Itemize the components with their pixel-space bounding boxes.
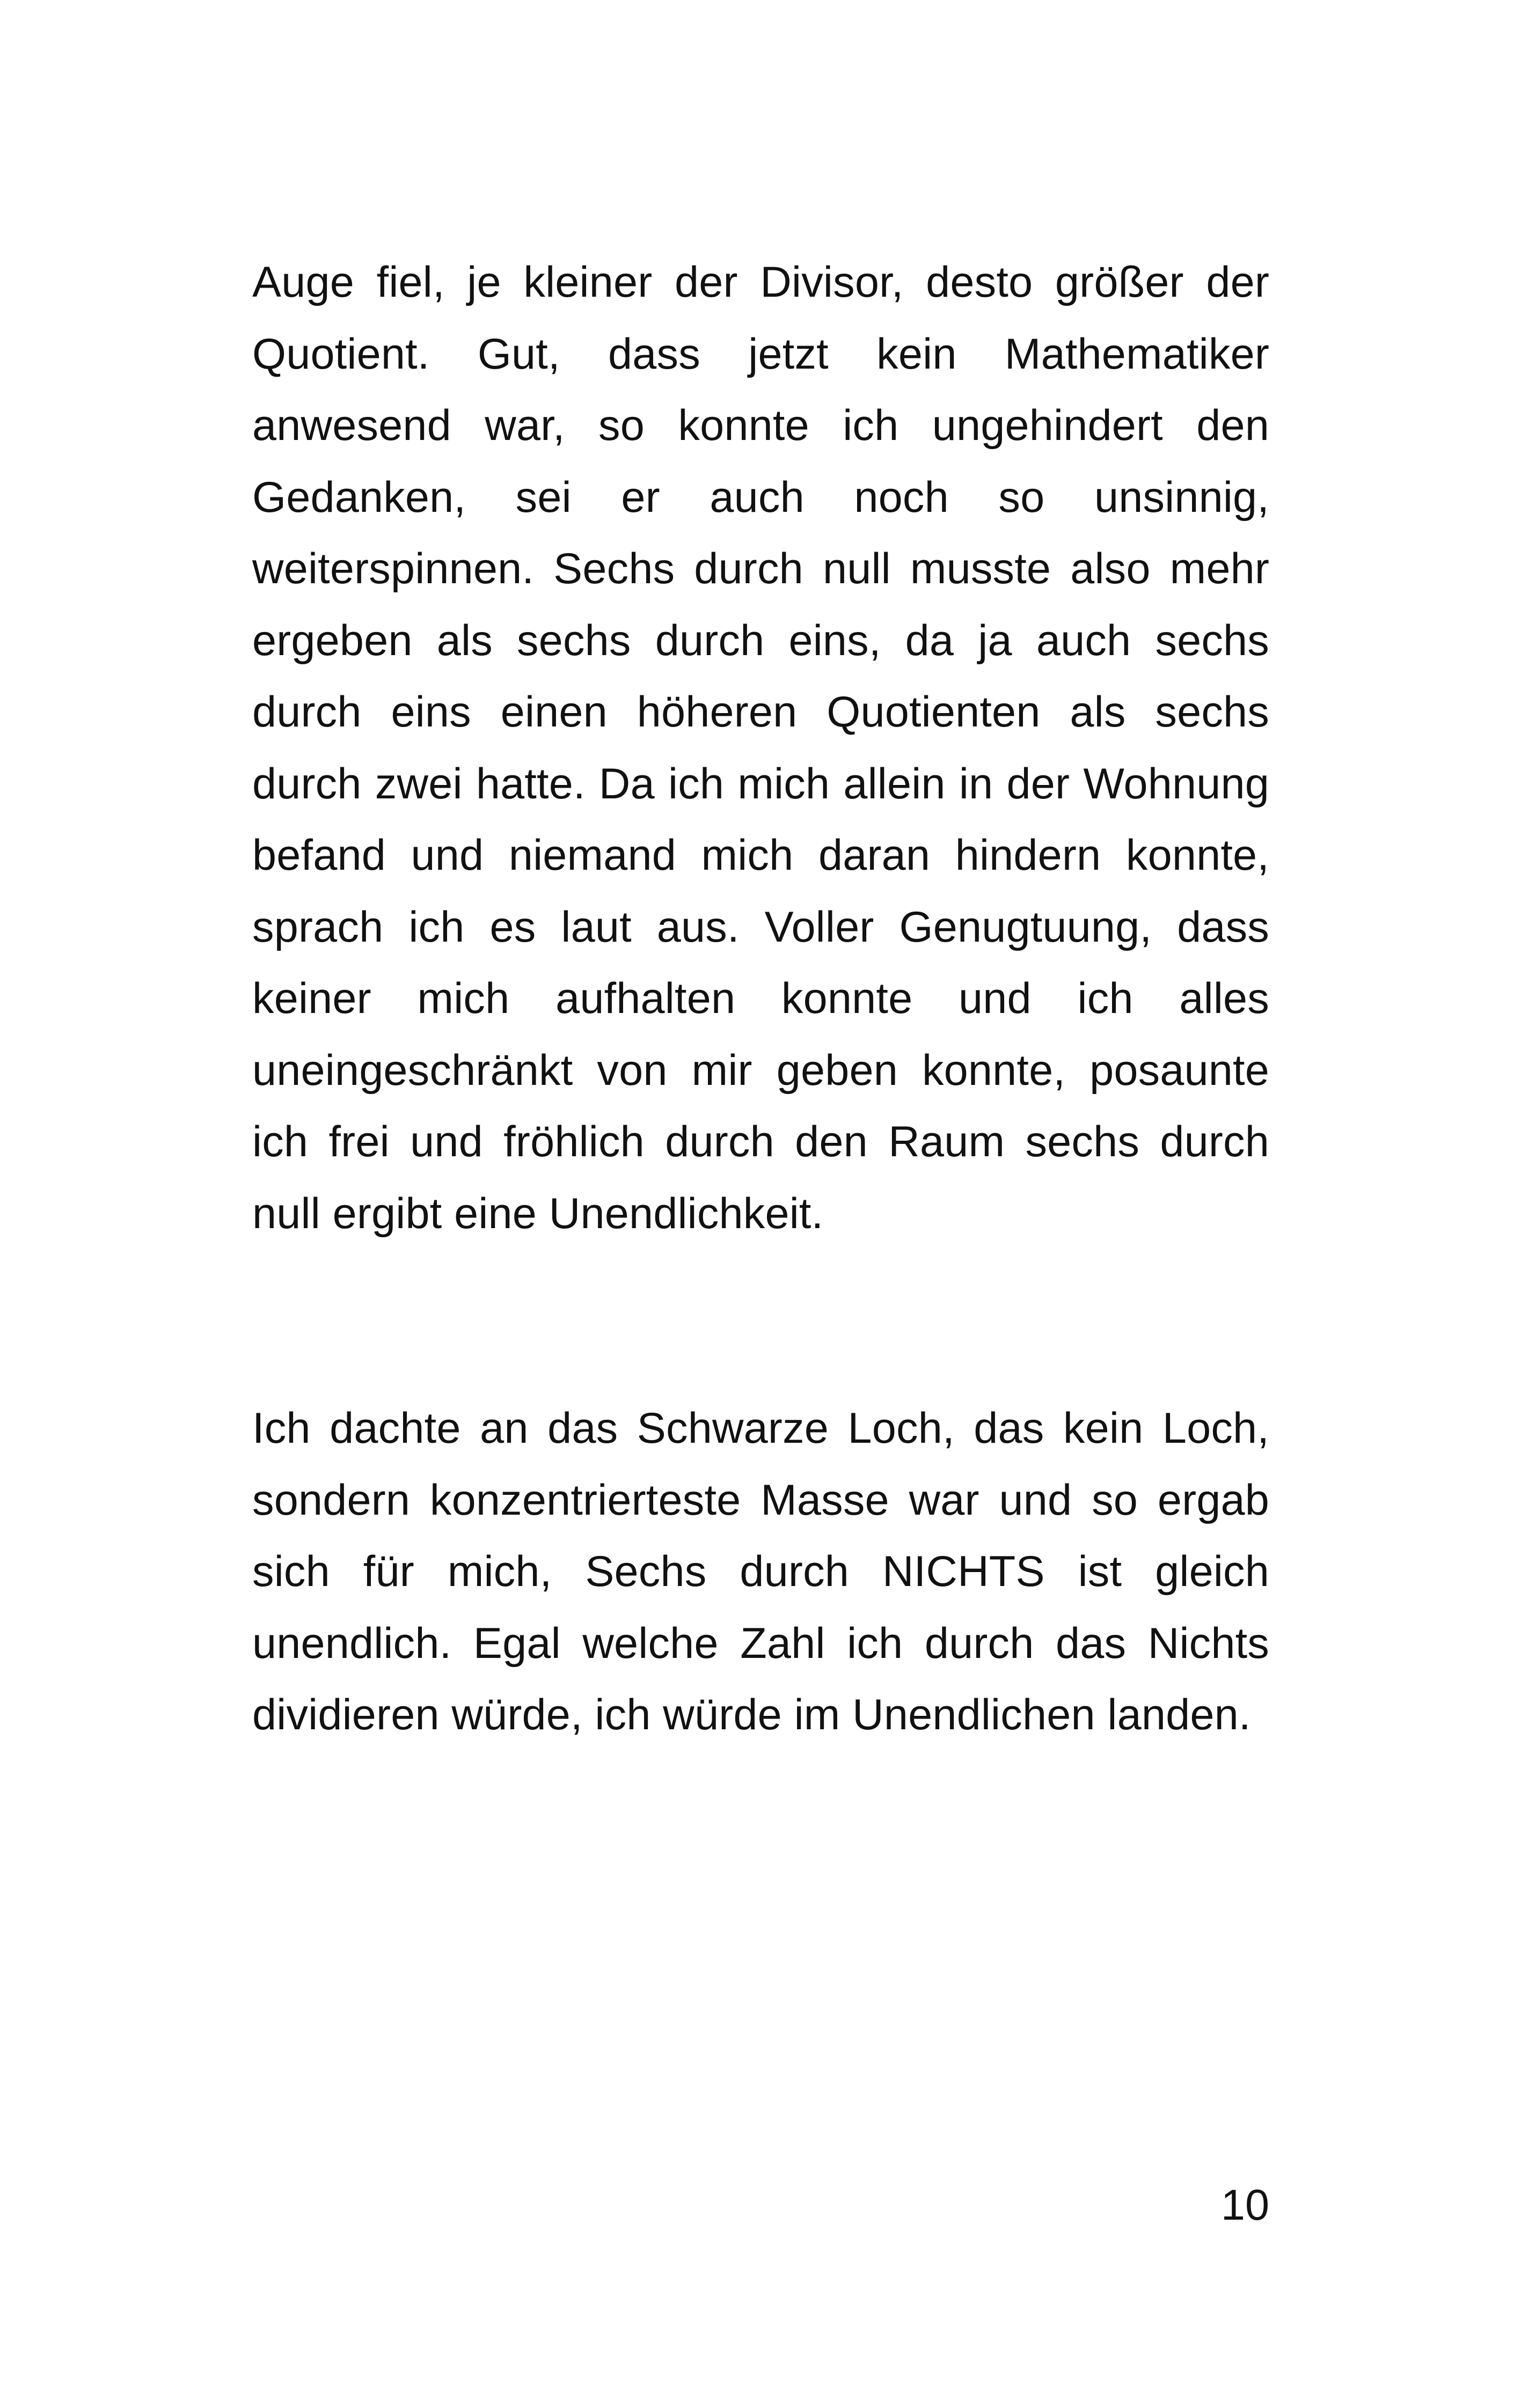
- page-number: 10: [1220, 2181, 1269, 2229]
- paragraph-1: Auge fiel, je kleiner der Divisor, desto größer der Quotient. Gut, dass jetzt kein Mathematiker anwesend war, so konnte ich ungehindert den Gedanken, sei er auch noch so unsinnig, weiterspinnen. Sechs durch null musste also mehr ergeben als sechs durch eins, da ja auch sechs durch eins einen höheren Quotienten als sechs durch zwei hatte. Da ich mich allein in der Wohnung befand und niemand mich daran hindern konnte, sprach ich es laut aus. Voller Genugtuung, dass keiner mich aufhalten konnte und ich alles uneingeschränkt von mir geben konnte, posaunte ich frei und fröhlich durch den Raum sechs durch null ergibt eine Unendlichkeit.: [252, 258, 1269, 1238]
- paragraph-2: Ich dachte an das Schwarze Loch, das kein Loch, sondern konzentrierteste Masse war und so ergab sich für mich, Sechs durch NICHTS ist gleich unendlich. Egal welche Zahl ich durch das Nichts dividieren würde, ich würde im Unendlichen landen.: [252, 1404, 1269, 1739]
- body-text: [252, 247, 1269, 1751]
- paragraph-spacer: [252, 1250, 1269, 1393]
